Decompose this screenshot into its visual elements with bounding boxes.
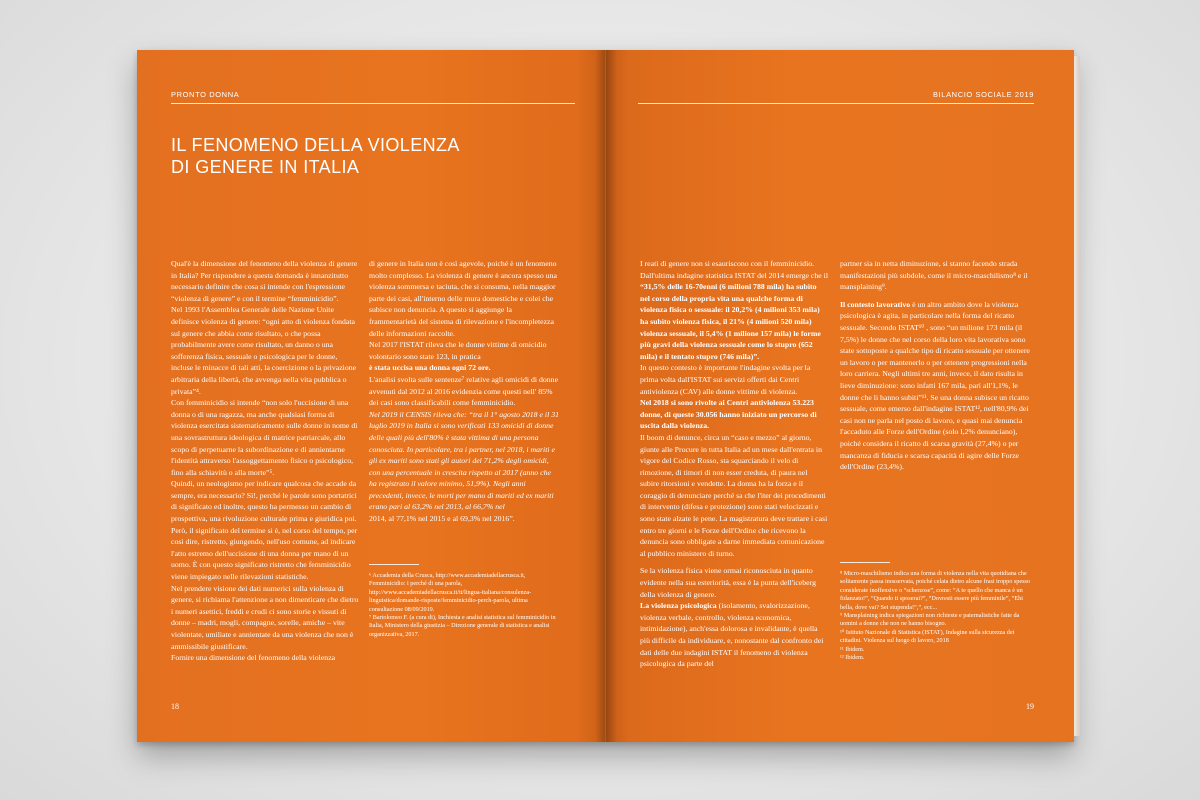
footnote-rule-left [369,564,419,565]
footnote: ⁸ Micro-maschilismo indica una forma di violenza nella vita quotidiana che solitamente passa inosservata, poiché celata dietro alcune frasi troppo spesso considerate inoffensive o “scherzose”, come: “A te quello che manca è un fidanzato!”, “Quando ti sposerai?”, “Dovresti essere più femminile”, “Ehi bella, dove vai? Sei stupenda!”,”, ecc... [840,570,1031,611]
running-head-right: BILANCIO SOCIALE 2019 [933,90,1034,99]
paragraph: In questo contesto è importante l'indagine svolta per la prima volta dall'ISTAT sui servizi offerti dai Centri antiviolenza (CAV) alle donne vittime di violenza. [640,363,811,396]
footnote: ⁷ Bartolomeo F. (a cura di), Inchiesta e analisi statistica sul femminicidio in Italia, Ministero della giustizia – Direzione generale di statistica e analisi organizzativa, 2017. [369,614,556,638]
bold-run: Il contesto lavorativo [840,299,911,309]
header-rule-left [171,103,575,104]
footnote: ⁶ Accademia della Crusca, http://www.accademiadellacrusca.it, Femminicidio: i perché di una parola, http://www.accademiadellacrusca.it/it/lingua-italiana/consulenza-linguistica/domande-risposte/femminicidio-perch-parola, ultima consultazione 08/09/2019. [369,572,532,613]
page-title [171,134,471,178]
paragraph: di genere in Italia non è così agevole, poiché è un fenomeno molto complesso. La violenza di genere è ancora spesso una violenza sommersa e taciuta, che si consuma, nella maggior parte dei casi, all'interno delle mura domestiche e colei che subisce non denuncia. A questo si aggiunge la frammentarietà del sistema di rilevazione e l'incompletezza delle informazioni raccolte. [369,259,557,338]
paragraph: Qual'è la dimensione del fenomeno della violenza di genere in Italia? Per rispondere a questa domanda è innanzitutto necessario definire che cosa si intende con l'espressione “violenza di genere” e con il termine “femminicidio”. [171,259,358,303]
left-column-1 [171,258,361,664]
magazine-spread [137,50,1074,742]
text-run: I reati di genere non si esauriscono con il femminicidio. Dall'ultima indagine statistica ISTAT del 2014 emerge che il [640,259,829,280]
paragraph: Il boom di denunce, circa un “caso e mezzo” al giorno, giunte alle Procure in tutta Italia ad un mese dall'entrata in vigore del Codice Rosso, sta squarciando il velo di rimozione, di timori di non esser creduta, di paura nel subire ritorsioni e vendette. La donna ha la forza e il coraggio di denunciare perché sa che l'iter dei procedimenti di intervento (difesa e protezione) sono stati velocizzati e sono state alzate le pene. La magistratura deve trattare i casi entro tre giorni e le Forze dell'Ordine che ricevono la denuncia sono obbligate a darne immediata comunicazione al pubblico ministero di turno. [640,432,828,558]
paragraph: Nel 1993 l'Assemblea Generale delle Nazione Unite definisce violenza di genere: “ogni atto di violenza fondata sul genere che abbia come risultato, o che possa probabilmente avere come risultato, un danno o una sofferenza fisica, sessuale o psicologica per le donne, incluse le minacce di tali atti, la coercizione o la privazione arbitraria della libertà, che avvenga nella vita pubblica o privata”⁴. [171,305,357,396]
footnote: ¹⁰ Istituto Nazionale di Statistica (ISTAT), Indagine sulla sicurezza dei cittadini. Violenza sul luogo di lavoro, 2018 [840,628,1015,645]
paragraph: Se la violenza fisica viene ormai riconosciuta in quanto evidente nella sua esteriorità, essa è la punta dell'iceberg della violenza di genere. [640,566,816,599]
title-line-1: IL FENOMENO DELLA VIOLENZA [171,135,460,155]
text-run: è un altro ambito dove la violenza psicologica è agita, in particolare nella forma del ricatto sessuale. Secondo ISTAT¹⁰ , sono “un milione 173 mila (il 7,5%) le donne che nel corso della loro vita lavorativa sono state sottoposte a qualche tipo di ricatto sessuale per ottenere un lavoro o per mantenerlo o per ottenere progressioni nella loro carriera. Negli ultimi tre anni, invece, il dato risulta in lieve diminuzione: sono infatti 167 mila, pari all'1,1%, le donne che li hanno subiti”¹¹. Se una donna subisce un ricatto sessuale, come emerso dall'indagine ISTAT¹², nell'80,9% dei casi non ne parla nel posto di lavoro, e quasi mai denuncia l'accaduto alle Forze dell'Ordine (solo l,2% denunciano), poiché considera il ricatto di scarsa gravità (27,4%) o per mancanza di fiducia e scarsa capacità di agire delle Forze dell'Ordine (23,4%). [840,299,1030,472]
footnotes-right [840,570,1032,662]
running-head-left: PRONTO DONNA [171,90,240,99]
highlight-paragraph: è stata uccisa una donna ogni 72 ore. [369,363,491,373]
paragraph: Quindi, un neologismo per indicare qualcosa che accade da sempre, era necessario? Sì!, perché le parole sono portatrici di significato ed inoltre, questo ha permesso un cambio di prospettiva, una rivoluzione culturale prima e giuridica poi. Però, il significato del termine si è, nel corso del tempo, per così dire, ristretto, giungendo, nell'uso comune, ad indicare l'atto estremo dell'uccisione di una donna per mano di un uomo. È con questo significato ristretto che femminicidio viene impiegato nelle rilevazioni statistiche. [171,479,358,582]
left-page [137,50,605,742]
page-number-left: 18 [171,702,179,711]
paragraph: 2014, al 77,1% nel 2015 e al 69,3% nel 2016”. [369,514,515,524]
bold-run: “31,5% delle 16-70enni (6 milioni 788 mila) ha subìto nel corso della propria vita una qualche forma di violenza fisica o sessuale: il 20,2% (4 milioni 353 mila) ha subìto violenza fisica, il 21% (4 milioni 520 mila) violenza sessuale, il 5,4% (1 milione 157 mila) le forme più gravi della violenza sessuale come lo stupro (652 mila) e il tentato stupro (746 mila)”. [640,282,821,361]
spine-gutter [595,50,617,742]
footnote-rule-right [840,562,890,563]
paragraph: Con femminicidio si intende “non solo l'uccisione di una donna o di una ragazza, ma anche qualsiasi forma di violenza esercitata sistematicamente sulle donne in nome di una sovrastruttura ideologica di matrice patriarcale, allo scopo di perpetuarne la subordinazione e di annientarne l'identità attraverso l'assoggettamento fisico o psicologico, fino alla schiavitù o alla morte”⁵. [171,398,358,477]
paragraph: L'analisi svolta sulle sentenze⁷ relative agli omicidi di donne avvenuti dal 2012 al 2016 evidenzia come questi nell' 85% dei casi sono classificabili come femminicidio. [369,374,559,408]
footnotes-left [369,572,561,639]
paragraph [840,299,1030,473]
page-number-right: 19 [1026,702,1034,711]
header-rule-right [638,103,1034,104]
paragraph: Nel 2017 l'ISTAT rileva che le donne vittime di omicidio volontario sono state 123, in pratica [369,340,547,361]
right-page [606,50,1074,742]
left-column-2 [369,258,559,525]
footnote: ⁹ Mansplaining indica spiegazioni non richieste e paternalistiche fatte da uomini a donne che non ne hanno bisogno. [840,612,1020,628]
highlight-paragraph: Nel 2018 si sono rivolte ai Centri antiviolenza 53.223 donne, di queste 30.056 hanno iniziato un percorso di uscita dalla violenza. [640,398,817,431]
paragraph: partner sia in netta diminuzione, si stanno facendo strada manifestazioni più subdole, come il micro-maschilismo⁸ e il mansplaining⁹. [840,259,1028,292]
right-column-2 [840,258,1030,473]
bold-run: La violenza psicologica [640,601,717,611]
quote-paragraph: Nel 2019 il CENSIS rileva che: “tra il 1° agosto 2018 e il 31 luglio 2019 in Italia si sono verificati 133 omicidi di donne delle quali più dell'80% è stata vittima di una persona conosciuta. In particolare, tra i partner, nel 2018, i mariti e gli ex mariti sono stati gli autori del 71,2% degli omicidi, con una percentuale in crescita rispetto al 2017 (anno che ha registrato il valore minimo, 51,9%). Negli anni precedenti, invece, le morti per mano di mariti ed ex mariti erano pari al 63,2% nel 2013, al 66,7% nel [369,409,560,512]
paragraph [640,600,828,670]
footnote: ¹² Ibidem. [840,654,865,662]
page-edges [1074,56,1080,736]
title-line-2: DI GENERE IN ITALIA [171,157,360,177]
right-column-1 [640,258,828,670]
paragraph [640,258,828,362]
paragraph: Nel prendere visione dei dati numerici sulla violenza di genere, si richiama l'attenzione a non dimenticare che dietro i numeri asettici, freddi e crudi ci sono storie e vissuti di donne – madri, mogli, compagne, sorelle, amiche – vite violentate, umiliate e annientate da una violenza che non è ammissibile giustificare. [171,583,359,651]
footnote: ¹¹ Ibidem. [840,645,865,653]
text-run: (isolamento, svalorizzazione, violenza verbale, controllo, violenza economica, intimidazione), anch'essa dolorosa e invalidante, è quella più difficile da individuare, e, nonostante dal confronto dei dati delle due indagini ISTAT il fenomeno di violenza psicologica da parte del [640,601,824,669]
paragraph: Fornire una dimensione del fenomeno della violenza [171,653,336,663]
